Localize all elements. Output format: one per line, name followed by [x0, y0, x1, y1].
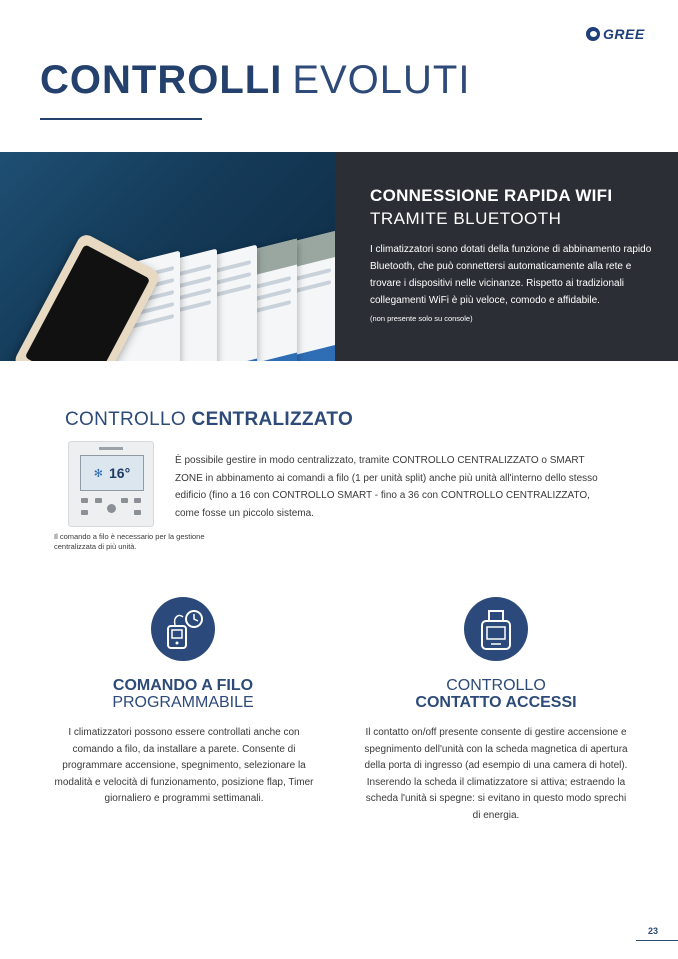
wired-title-bold: COMANDO A FILO — [112, 677, 254, 694]
brand-name: GREE — [603, 26, 645, 42]
central-control-title — [65, 409, 353, 431]
access-title — [384, 677, 608, 711]
access-title-bold: CONTATTO ACCESSI — [415, 694, 577, 711]
controller-button — [81, 510, 88, 515]
page-title-light: EVOLUTI — [292, 58, 471, 102]
controller-button — [134, 510, 141, 515]
controller-temperature: 16° — [109, 465, 131, 481]
brand-logo — [586, 26, 645, 42]
card-reader-icon — [464, 597, 528, 661]
central-title-light: CONTROLLO — [65, 409, 186, 430]
page-title-bold: CONTROLLI — [40, 58, 283, 102]
wired-body: I climatizzatori possono essere controllati anche con comando a filo, da installare a parete. Consente di programmare accensione, spegnimento, selezionare la modalità e velocità di funzionamento, posizione flap, Timer giornaliero e programmi settimanali. — [54, 727, 314, 805]
wifi-text-block — [370, 186, 655, 323]
wired-remote-clock-icon — [151, 597, 215, 661]
wifi-heading: CONNESSIONE RAPIDA WIFI — [370, 186, 613, 205]
snowflake-icon: ✻ — [93, 467, 104, 480]
wifi-note: (non presente solo su console) — [370, 314, 473, 323]
central-title-bold: CENTRALIZZATO — [191, 409, 354, 430]
title-underline — [40, 118, 202, 120]
wired-controller-image — [68, 441, 154, 527]
access-body: Il contatto on/off presente consente di gestire accensione e spegnimento dell'unità con la scheda magnetica di apertura della porta di ingresso (ad esempio di una camera di hotel). Inserendo la scheda il climatizzatore si attiva; estraendo la scheda l'unità si spegne: si evitano in questo modo sprechi di energia. — [364, 727, 628, 821]
page-number-rule — [636, 940, 678, 941]
wifi-subheading: TRAMITE BLUETOOTH — [370, 209, 562, 228]
central-body: È possibile gestire in modo centralizzato, tramite CONTROLLO CENTRALIZZATO o SMART ZONE in abbinamento ai comandi a filo (1 per unità split) anche più unità all'interno dello stesso edificio (fino a 16 con CONTROLLO SMART - fino a 36 con CONTROLLO CENTRALIZZATO, come fosse un piccolo sistema. — [175, 455, 598, 519]
controller-brand-mark — [99, 447, 123, 450]
wired-title — [70, 677, 296, 711]
controller-button — [134, 498, 141, 503]
access-title-light: CONTROLLO — [446, 677, 546, 694]
central-caption: Il comando a filo è necessario per la gestione centralizzata di più unità. — [54, 532, 205, 551]
phones-app-image — [0, 152, 335, 361]
controller-display — [80, 455, 144, 491]
page-title — [40, 58, 470, 103]
page-number: 23 — [648, 926, 659, 936]
controller-button — [121, 498, 128, 503]
controller-button — [95, 498, 102, 503]
wired-title-light: PROGRAMMABILE — [112, 694, 254, 711]
wifi-body: I climatizzatori sono dotati della funzione di abbinamento rapido Bluetooth, che può connettersi automaticamente alla rete e trovare i dispositivi nelle vicinanze. Rispetto ai tradizionali collegamenti WiFi è più veloce, comodo e affidabile. — [370, 244, 652, 306]
gree-logo-icon — [586, 27, 600, 41]
controller-button — [81, 498, 88, 503]
wifi-section — [0, 152, 678, 361]
controller-dpad — [107, 504, 116, 513]
